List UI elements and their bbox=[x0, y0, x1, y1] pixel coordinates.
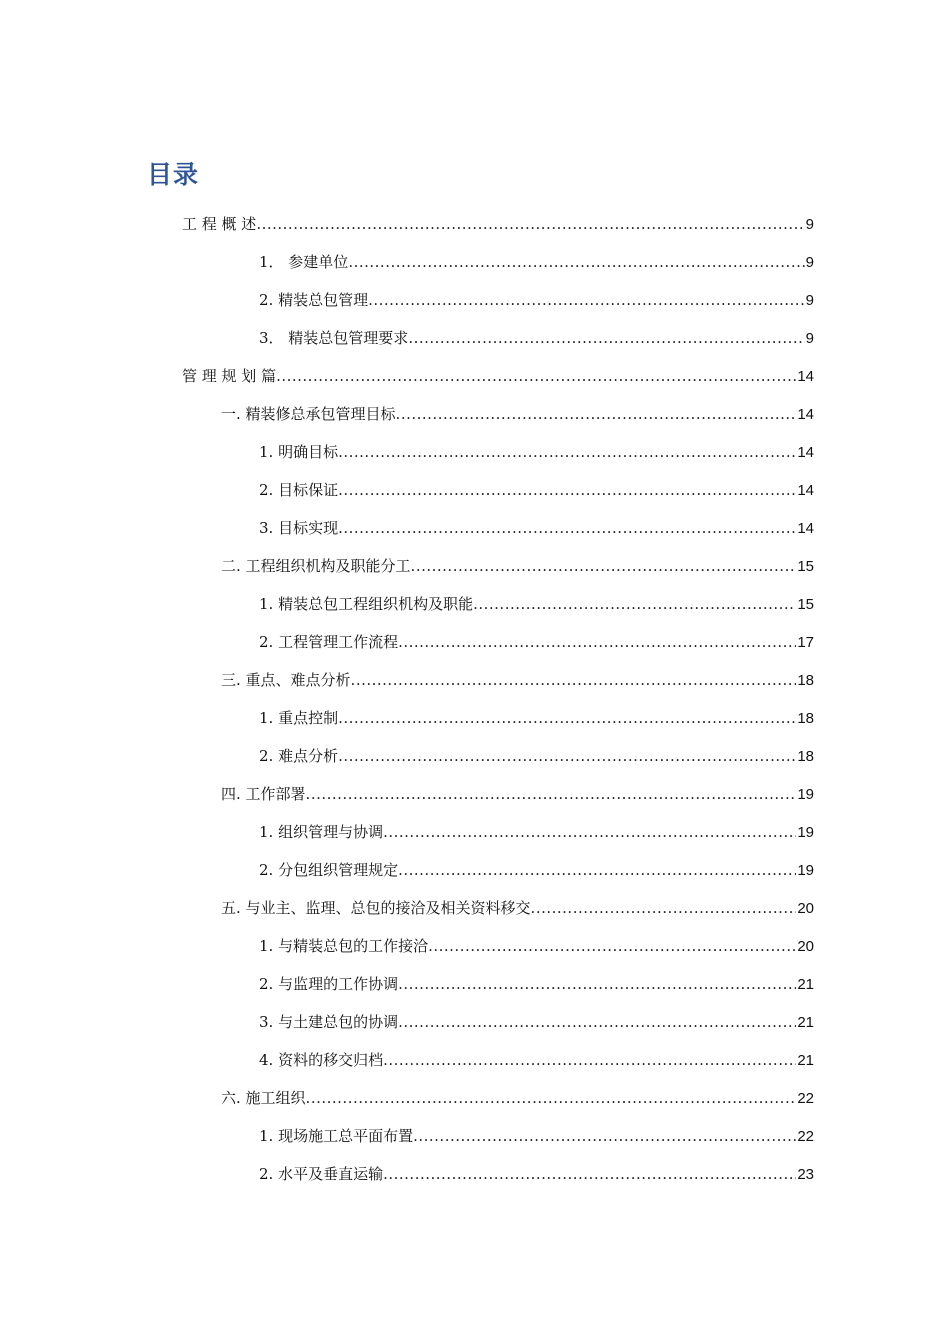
toc-page-number: 14 bbox=[797, 520, 814, 537]
toc-entry[interactable] bbox=[221, 665, 814, 695]
toc-page-number: 22 bbox=[797, 1090, 814, 1107]
toc-entry-text: 2. 目标保证 bbox=[259, 481, 339, 499]
toc-page-number: 18 bbox=[797, 672, 814, 689]
toc-entry[interactable] bbox=[259, 589, 814, 619]
toc-entry[interactable] bbox=[259, 855, 814, 885]
toc-dot-leader bbox=[473, 589, 796, 619]
toc-page-number: 20 bbox=[797, 900, 814, 917]
toc-page-number: 21 bbox=[797, 1014, 814, 1031]
toc-dot-leader bbox=[413, 1121, 796, 1151]
toc-dot-leader bbox=[338, 513, 796, 543]
toc-dot-leader bbox=[398, 627, 796, 657]
toc-page-number: 20 bbox=[797, 938, 814, 955]
toc-dot-leader bbox=[306, 1083, 797, 1113]
toc-page-number: 19 bbox=[797, 824, 814, 841]
toc-page-number: 18 bbox=[797, 748, 814, 765]
toc-dot-leader bbox=[338, 475, 796, 505]
toc-dot-leader bbox=[276, 361, 796, 391]
toc-page-number: 9 bbox=[805, 330, 814, 347]
toc-entry[interactable] bbox=[259, 627, 814, 657]
toc-page-number: 14 bbox=[797, 482, 814, 499]
toc-entry[interactable] bbox=[221, 779, 814, 809]
toc-entry[interactable] bbox=[182, 209, 814, 239]
toc-entry[interactable] bbox=[259, 969, 814, 999]
toc-entry[interactable] bbox=[221, 893, 814, 923]
toc-entry-text: 2. 水平及垂直运输 bbox=[259, 1165, 384, 1183]
toc-dot-leader bbox=[306, 779, 797, 809]
toc-entry-text: 3. 与土建总包的协调 bbox=[259, 1013, 399, 1031]
toc-page-number: 9 bbox=[805, 254, 814, 271]
toc-entry[interactable] bbox=[259, 285, 814, 315]
toc-dot-leader bbox=[408, 323, 804, 353]
toc-page-number: 17 bbox=[797, 634, 814, 651]
toc-page-number: 15 bbox=[797, 596, 814, 613]
toc-entry[interactable] bbox=[259, 247, 814, 277]
toc-page-number: 14 bbox=[797, 444, 814, 461]
toc-page-number: 22 bbox=[797, 1128, 814, 1145]
toc-dot-leader bbox=[428, 931, 796, 961]
toc-page-number: 21 bbox=[797, 1052, 814, 1069]
toc-entry-text: 1. 明确目标 bbox=[259, 443, 339, 461]
toc-dot-leader bbox=[398, 969, 796, 999]
toc-dot-leader bbox=[383, 817, 796, 847]
toc-page-number: 18 bbox=[797, 710, 814, 727]
toc-dot-leader bbox=[383, 1159, 796, 1189]
toc-entry[interactable] bbox=[259, 323, 814, 353]
toc-entry-text: 工 程 概 述 bbox=[182, 215, 257, 233]
toc-entry-text: 2. 难点分析 bbox=[259, 747, 339, 765]
toc-dot-leader bbox=[338, 437, 796, 467]
toc-entry-text: 1. 精装总包工程组织机构及职能 bbox=[259, 595, 474, 613]
toc-page-number: 21 bbox=[797, 976, 814, 993]
toc-entry[interactable] bbox=[259, 1045, 814, 1075]
toc-dot-leader bbox=[351, 665, 797, 695]
toc-entry[interactable] bbox=[221, 399, 814, 429]
toc-entry[interactable] bbox=[259, 1159, 814, 1189]
toc-entry-text: 1. 重点控制 bbox=[259, 709, 339, 727]
toc-title: 目录 bbox=[147, 160, 200, 189]
toc-entry-text: 4. 资料的移交归档 bbox=[259, 1051, 384, 1069]
toc-dot-leader bbox=[256, 209, 804, 239]
toc-page-number: 14 bbox=[797, 406, 814, 423]
toc-entry-text: 2. 精装总包管理 bbox=[259, 291, 369, 309]
toc-entry[interactable] bbox=[259, 1007, 814, 1037]
toc-entry[interactable] bbox=[221, 551, 814, 581]
toc-entry[interactable] bbox=[221, 1083, 814, 1113]
toc-page-number: 19 bbox=[797, 862, 814, 879]
toc-page-number: 15 bbox=[797, 558, 814, 575]
toc-dot-leader bbox=[411, 551, 797, 581]
toc-page-number: 9 bbox=[805, 216, 814, 233]
toc-entry[interactable] bbox=[259, 1121, 814, 1151]
toc-entry-text: 三. 重点、难点分析 bbox=[221, 671, 351, 689]
toc-entry-text: 2. 分包组织管理规定 bbox=[259, 861, 399, 879]
toc-entry[interactable] bbox=[259, 741, 814, 771]
toc-entry-text: 一. 精装修总承包管理目标 bbox=[221, 405, 396, 423]
toc-entry-text: 1. 组织管理与协调 bbox=[259, 823, 384, 841]
toc-entry[interactable] bbox=[259, 475, 814, 505]
toc-entry-text: 六. 施工组织 bbox=[221, 1089, 306, 1107]
toc-entry[interactable] bbox=[259, 437, 814, 467]
toc-entry-text: 2. 工程管理工作流程 bbox=[259, 633, 399, 651]
toc-dot-leader bbox=[396, 399, 797, 429]
toc-entry-text: 1． 参建单位 bbox=[259, 253, 349, 271]
toc-entry[interactable] bbox=[259, 513, 814, 543]
toc-entry-text: 1. 与精装总包的工作接洽 bbox=[259, 937, 429, 955]
toc-page-number: 23 bbox=[797, 1166, 814, 1183]
toc-entry-text: 二. 工程组织机构及职能分工 bbox=[221, 557, 411, 575]
toc-entry[interactable] bbox=[182, 361, 814, 391]
toc-dot-leader bbox=[398, 855, 796, 885]
toc-dot-leader bbox=[338, 703, 796, 733]
toc-entry[interactable] bbox=[259, 703, 814, 733]
toc-page-number: 19 bbox=[797, 786, 814, 803]
toc-entry-text: 3. 目标实现 bbox=[259, 519, 339, 537]
toc-entry-text: 3． 精装总包管理要求 bbox=[259, 329, 409, 347]
toc-dot-leader bbox=[348, 247, 804, 277]
toc-entry[interactable] bbox=[259, 817, 814, 847]
toc-page-number: 14 bbox=[797, 368, 814, 385]
toc-entry-text: 2. 与监理的工作协调 bbox=[259, 975, 399, 993]
toc-entry-text: 五. 与业主、监理、总包的接洽及相关资料移交 bbox=[221, 899, 531, 917]
toc-entry-text: 四. 工作部署 bbox=[221, 785, 306, 803]
toc-entry-text: 1. 现场施工总平面布置 bbox=[259, 1127, 414, 1145]
toc-page-number: 9 bbox=[805, 292, 814, 309]
toc-dot-leader bbox=[338, 741, 796, 771]
toc-dot-leader bbox=[398, 1007, 796, 1037]
toc-entry-text: 管 理 规 划 篇 bbox=[182, 367, 277, 385]
toc-dot-leader bbox=[531, 893, 797, 923]
toc-dot-leader bbox=[383, 1045, 796, 1075]
toc-entry[interactable] bbox=[259, 931, 814, 961]
toc-dot-leader bbox=[368, 285, 805, 315]
